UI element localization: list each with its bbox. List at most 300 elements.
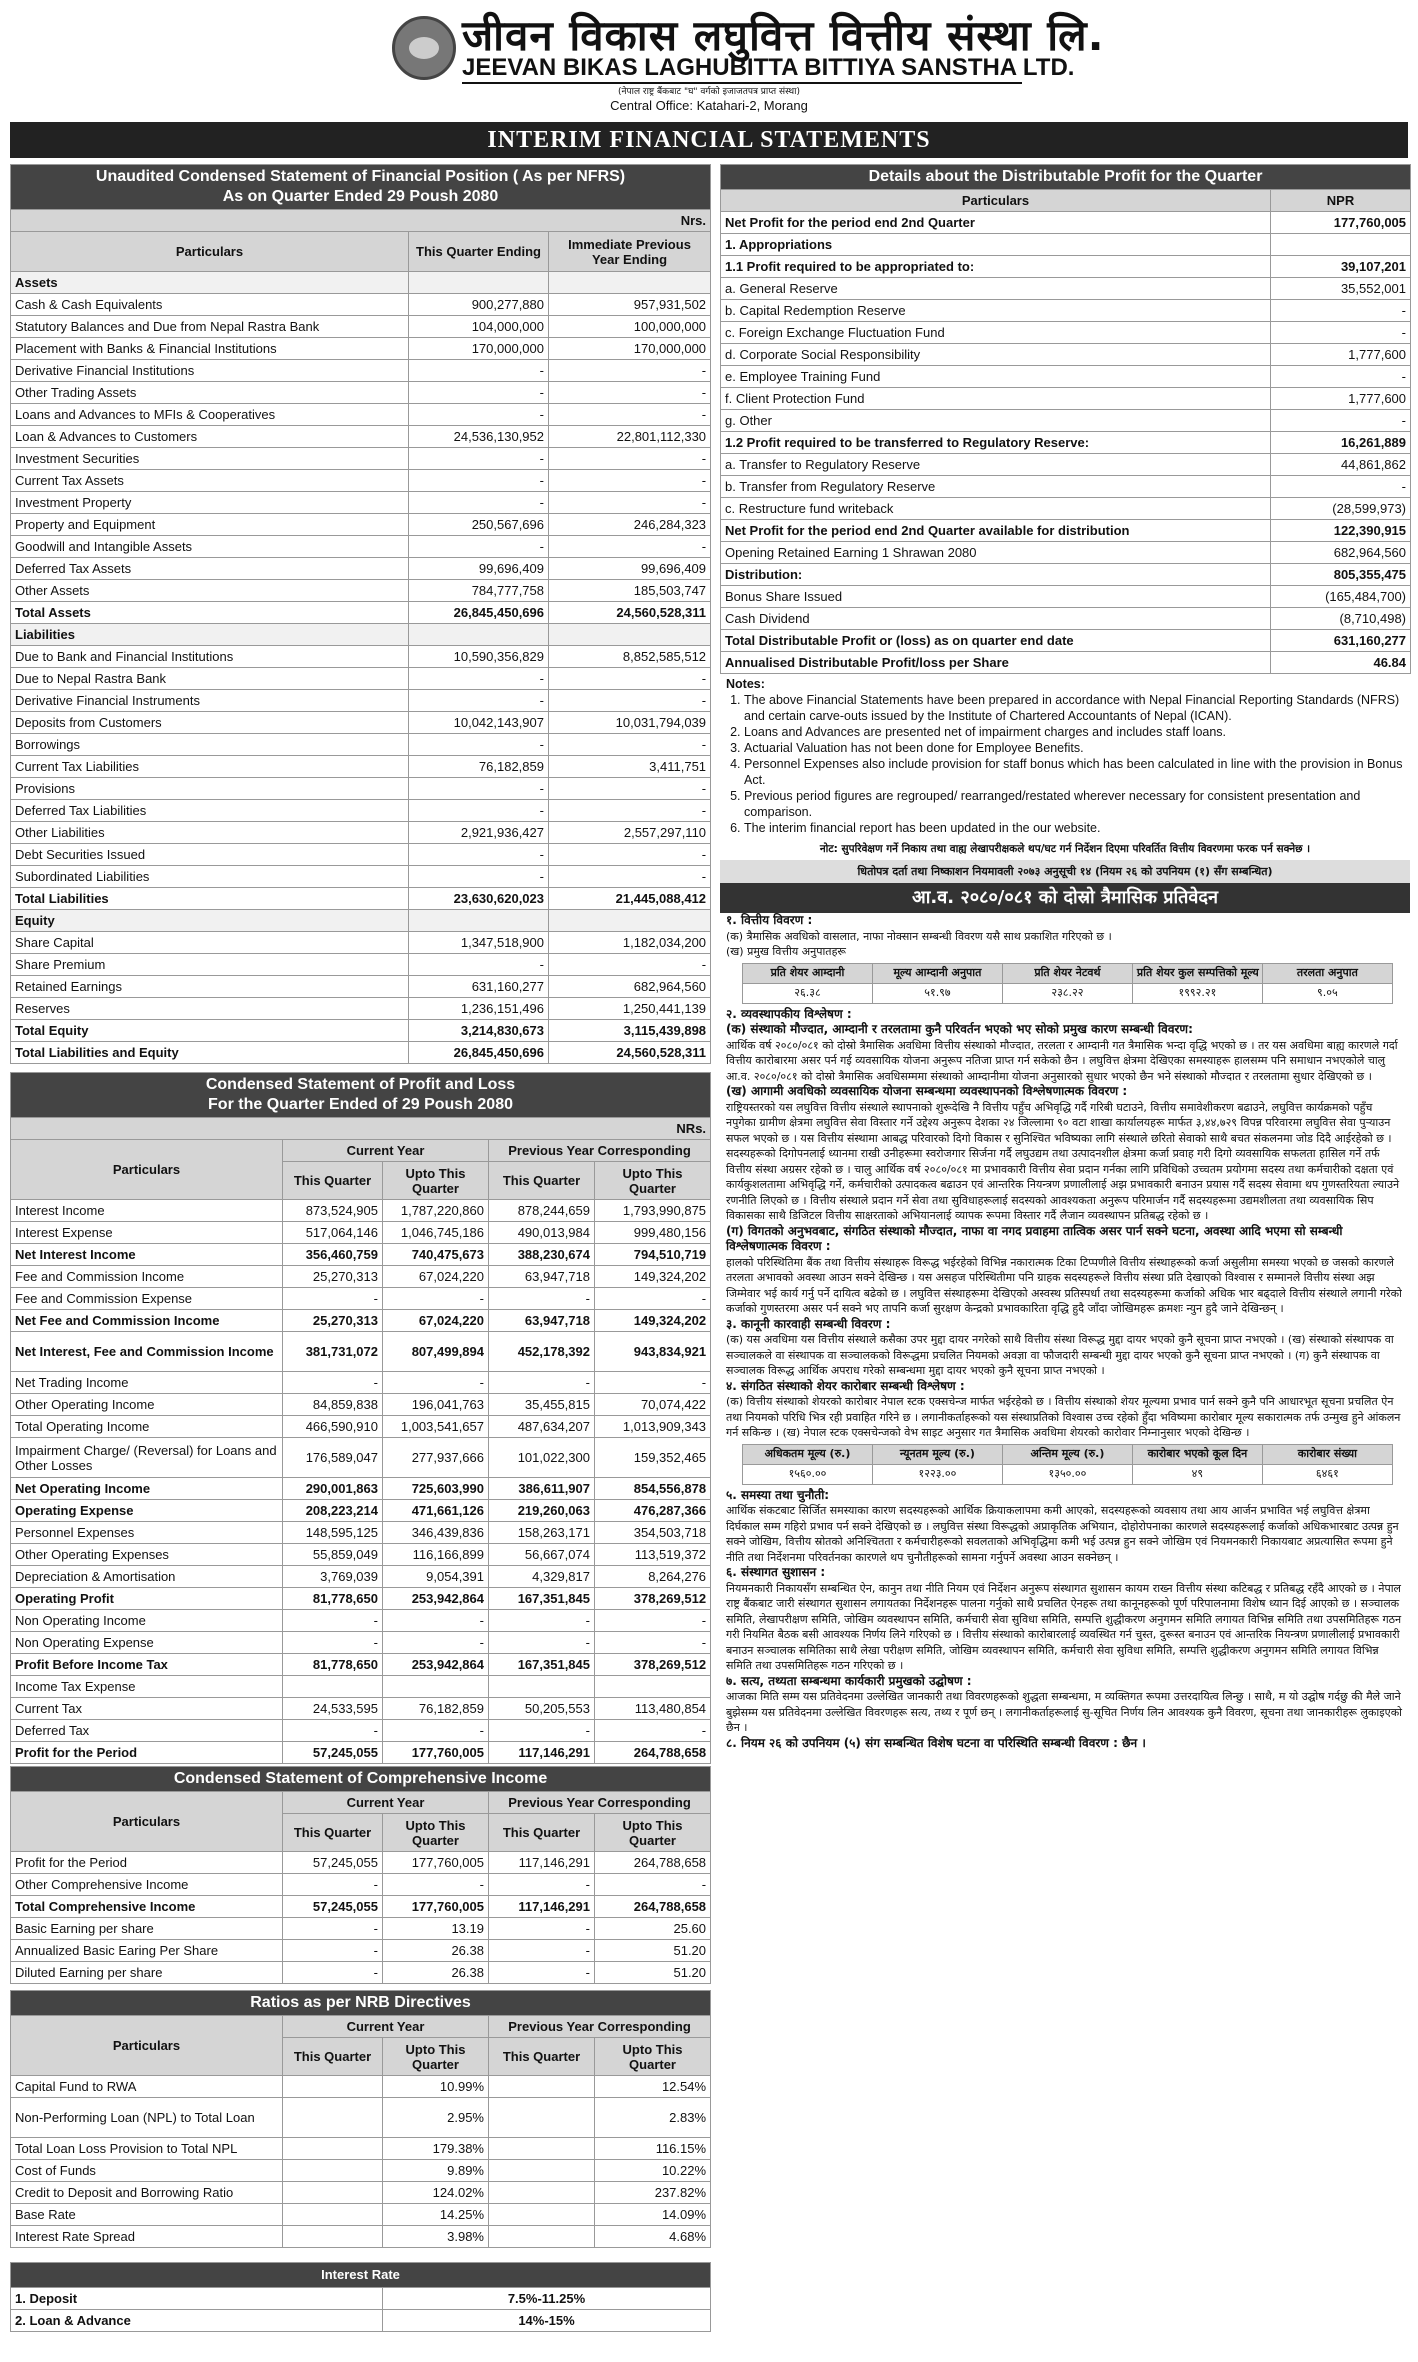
ci-title: Condensed Statement of Comprehensive Income (11, 1767, 711, 1792)
fp-label: Due to Nepal Rastra Bank (11, 668, 409, 690)
np-ratio_h-cell: प्रति शेयर आम्दानी (743, 963, 873, 983)
pl-label: Net Fee and Commission Income (11, 1310, 283, 1332)
fp-title-cell (11, 165, 711, 210)
note-item: 1. The above Financial Statements have been prepared in accordance with Nepal Financial Reporting Standards (NFRS) and certain carve-outs issued by the Institute of Chartered Accountants of Nepal (ICAN). (744, 692, 1404, 724)
ratio-value: 9.89% (383, 2160, 489, 2182)
ci-value: - (283, 1874, 383, 1896)
fp-row (11, 646, 711, 668)
dp-value: 1,777,600 (1271, 388, 1411, 410)
ci-value: - (489, 1940, 595, 1962)
note-item: 6. The interim financial report has been updated in the our website. (744, 820, 1404, 836)
dp-label: Bonus Share Issued (721, 586, 1271, 608)
pl-value: 290,001,863 (283, 1478, 383, 1500)
pl-value: 9,054,391 (383, 1566, 489, 1588)
fp-value (409, 272, 549, 294)
dp-header-particulars: Particulars (721, 190, 1271, 212)
ci-value: 264,788,658 (595, 1896, 711, 1918)
ci-row (11, 1962, 711, 1984)
pl-value: 3,769,039 (283, 1566, 383, 1588)
fp-row (11, 998, 711, 1020)
pl-row (11, 1698, 711, 1720)
np-share_v-cell: ४९ (1132, 1464, 1262, 1484)
fp-value (549, 624, 711, 646)
ratio-value: 2.83% (595, 2098, 711, 2138)
pl-value: - (383, 1632, 489, 1654)
pl-value: 943,834,921 (595, 1332, 711, 1372)
fp-value (409, 624, 549, 646)
dp-row (721, 366, 1411, 388)
pl-row (11, 1438, 711, 1478)
pl-value: 999,480,156 (595, 1222, 711, 1244)
pl-value: 490,013,984 (489, 1222, 595, 1244)
dp-label: c. Restructure fund writeback (721, 498, 1271, 520)
fp-label: Property and Equipment (11, 514, 409, 536)
np-s2: २. व्यवस्थापकीय विश्लेषण : (726, 1006, 852, 1021)
np-s6: ६. संस्थागत सुशासन : (726, 1565, 826, 1579)
np-s7: ७. सत्य, तथ्यता सम्बन्धमा कार्यकारी प्रमुखको उद्घोषण : (726, 1673, 972, 1688)
fp-value: 24,560,528,311 (549, 602, 711, 624)
dp-label: 1. Appropriations (721, 234, 1271, 256)
fp-label: Debt Securities Issued (11, 844, 409, 866)
dp-value: 46.84 (1271, 652, 1411, 674)
fp-label: Total Liabilities (11, 888, 409, 910)
pl-value: 55,859,049 (283, 1544, 383, 1566)
pl-value: 740,475,673 (383, 1244, 489, 1266)
np-s2a-text: आर्थिक वर्ष २०८०/०८१ को दोस्रो त्रैमासिक अवधिमा वित्तीय संस्थाको मौज्दात, तरलता र आम्दानी गत त्रैमासिक भन्दा वृद्धि भएको छ । तर यस अवधिमा बाह्य कारणले गर्दा वित्तीय कारोबारमा असर पर्न गई व्यवसायिक योजना अनुरूप नतिजा प्राप्त गर्न सकेको छैन । लघुवित्त क्षेत्रमा देखिएका समस्याहरू हालसम्म पनि समाधान नभएकोले चालु आ.व. २०८०/०८१ को दोस्रो त्रैमासिक अवधिसम्ममा संस्थाको आम्दानीमा योजना अनुसारको सुधार भएको छैन भने संस्थाको मौज्दात र तरलतामा सुधार देखिएको छ । (726, 1038, 1398, 1083)
fp-value: 900,277,880 (409, 294, 549, 316)
fp-header-particulars: Particulars (11, 232, 409, 272)
pl-row (11, 1676, 711, 1698)
ratio-value (283, 2160, 383, 2182)
pl-label: Net Trading Income (11, 1372, 283, 1394)
ratio-value: 14.25% (383, 2204, 489, 2226)
fp-value: 784,777,758 (409, 580, 549, 602)
ratio-value (283, 2138, 383, 2160)
note-item: 2. Loans and Advances are presented net of impairment charges and includes staff loans. (744, 724, 1404, 740)
np-ratio_h-cell: तरलता अनुपात (1262, 963, 1392, 983)
pl-value: 253,942,864 (383, 1654, 489, 1676)
ratio-value: 124.02% (383, 2182, 489, 2204)
ci-value: - (489, 1874, 595, 1896)
dp-value: (28,599,973) (1271, 498, 1411, 520)
fp-value: 99,696,409 (409, 558, 549, 580)
ratio-value: 12.54% (595, 2076, 711, 2098)
pl-row (11, 1566, 711, 1588)
pl-value: - (383, 1720, 489, 1742)
pl-value: 1,793,990,875 (595, 1200, 711, 1222)
pl-label: Personnel Expenses (11, 1522, 283, 1544)
fp-label: Current Tax Liabilities (11, 756, 409, 778)
ci-value: 25.60 (595, 1918, 711, 1940)
ratio-value (489, 2160, 595, 2182)
fp-label: Share Premium (11, 954, 409, 976)
np-share_v-cell: १२२३.०० (872, 1464, 1002, 1484)
np-note: नोट: सुपरिवेक्षण गर्ने निकाय तथा वाह्य लेखापरीक्षकले थप/घट गर्न निर्देशन दिएमा परिवर्तित वित्तीय विवरणमा फरक पर्न सक्नेछ । (720, 838, 1410, 860)
fp-value: - (549, 866, 711, 888)
fp-label: Reserves (11, 998, 409, 1020)
pl-value: 356,460,759 (283, 1244, 383, 1266)
fp-row (11, 734, 711, 756)
ratio-row (11, 2098, 711, 2138)
pl-value: 807,499,894 (383, 1332, 489, 1372)
pl-value: 219,260,063 (489, 1500, 595, 1522)
pl-row (11, 1610, 711, 1632)
pl-value: 57,245,055 (283, 1742, 383, 1764)
pl-value: 452,178,392 (489, 1332, 595, 1372)
pl-value: 116,166,899 (383, 1544, 489, 1566)
pl-subtitle: For the Quarter Ended of 29 Poush 2080 (208, 1096, 513, 1113)
pl-value: - (383, 1372, 489, 1394)
dp-row (721, 608, 1411, 630)
ratio-label: Base Rate (11, 2204, 283, 2226)
pl-value: 208,223,214 (283, 1500, 383, 1522)
pl-value: 25,270,313 (283, 1310, 383, 1332)
pl-value: 70,074,422 (595, 1394, 711, 1416)
pl-value: 76,182,859 (383, 1698, 489, 1720)
financial-position-table (10, 164, 711, 1064)
pl-value: 149,324,202 (595, 1310, 711, 1332)
dp-value: 35,552,001 (1271, 278, 1411, 300)
dp-row (721, 652, 1411, 674)
ci-value: - (383, 1874, 489, 1896)
dp-label: Annualised Distributable Profit/loss per Share (721, 652, 1271, 674)
pl-header-ut2: Upto This Quarter (595, 1162, 711, 1200)
pl-value (489, 1676, 595, 1698)
pl-value: 113,480,854 (595, 1698, 711, 1720)
pl-value: - (489, 1372, 595, 1394)
fp-label: Loan & Advances to Customers (11, 426, 409, 448)
fp-value: - (409, 536, 549, 558)
ci-label: Total Comprehensive Income (11, 1896, 283, 1918)
ci-row (11, 1896, 711, 1918)
fp-value: 1,250,441,139 (549, 998, 711, 1020)
ratios-header-ut1: Upto This Quarter (383, 2038, 489, 2076)
fp-label: Due to Bank and Financial Institutions (11, 646, 409, 668)
company-logo (392, 16, 456, 80)
ci-header-tq1: This Quarter (283, 1814, 383, 1852)
ratio-value (489, 2182, 595, 2204)
ratio-value: 10.22% (595, 2160, 711, 2182)
fp-row (11, 712, 711, 734)
pl-value: 158,263,171 (489, 1522, 595, 1544)
fp-value: 23,630,620,023 (409, 888, 549, 910)
pl-value: 4,329,817 (489, 1566, 595, 1588)
dp-label: b. Transfer from Regulatory Reserve (721, 476, 1271, 498)
np-s2a: (क) संस्थाको मौज्दात, आम्दानी र तरलतामा कुनै परिवर्तन भएको भए सोको प्रमुख कारण सम्बन्धी विवरण: (726, 1022, 1193, 1036)
notes-list (726, 692, 1404, 836)
dp-row (721, 256, 1411, 278)
fp-row (11, 888, 711, 910)
dp-label: 1.2 Profit required to be transferred to Regulatory Reserve: (721, 432, 1271, 454)
pl-label: Profit for the Period (11, 1742, 283, 1764)
pl-unit: NRs. (11, 1118, 711, 1140)
ci-value: - (489, 1962, 595, 1984)
fp-label: Investment Securities (11, 448, 409, 470)
fp-value: 250,567,696 (409, 514, 549, 536)
pl-row (11, 1394, 711, 1416)
pl-value: 63,947,718 (489, 1310, 595, 1332)
np-ratio-table (742, 963, 1393, 1004)
ratio-label: Non-Performing Loan (NPL) to Total Loan (11, 2098, 283, 2138)
dp-row (721, 388, 1411, 410)
fp-label: Derivative Financial Institutions (11, 360, 409, 382)
interest-value: 7.5%-11.25% (383, 2288, 711, 2310)
ci-label: Basic Earning per share (11, 1918, 283, 1940)
ratio-value (283, 2226, 383, 2248)
dp-row (721, 454, 1411, 476)
pl-value: 854,556,878 (595, 1478, 711, 1500)
pl-value: 253,942,864 (383, 1588, 489, 1610)
fp-value (549, 910, 711, 932)
fp-value: 3,115,439,898 (549, 1020, 711, 1042)
ratios-header-tq2: This Quarter (489, 2038, 595, 2076)
fp-row (11, 272, 711, 294)
pl-value: 84,859,838 (283, 1394, 383, 1416)
np-s1a: (क) त्रैमासिक अवधिको वासलात, नाफा नोक्सान सम्बन्धी विवरण यसै साथ प्रकाशित गरिएको छ । (726, 929, 1112, 943)
fp-value: - (409, 690, 549, 712)
pl-value: 1,003,541,657 (383, 1416, 489, 1438)
license-note: (नेपाल राष्ट्र बैंकबाट "घ" वर्गको इजाजतपत्र प्राप्त संस्था) (618, 87, 800, 97)
pl-row (11, 1742, 711, 1764)
pl-value: - (595, 1610, 711, 1632)
ci-label: Diluted Earning per share (11, 1962, 283, 1984)
fp-title: Unaudited Condensed Statement of Financial Position ( As per NFRS) (95, 168, 626, 185)
fp-row (11, 624, 711, 646)
pl-row (11, 1416, 711, 1438)
ratio-value: 237.82% (595, 2182, 711, 2204)
fp-row (11, 976, 711, 998)
pl-value: - (595, 1288, 711, 1310)
pl-label: Other Operating Expenses (11, 1544, 283, 1566)
pl-row (11, 1632, 711, 1654)
dp-row (721, 520, 1411, 542)
fp-row (11, 294, 711, 316)
pl-value: 794,510,719 (595, 1244, 711, 1266)
pl-value (283, 1676, 383, 1698)
dp-label: d. Corporate Social Responsibility (721, 344, 1271, 366)
pl-value: 24,533,595 (283, 1698, 383, 1720)
dp-label: Cash Dividend (721, 608, 1271, 630)
interest-value: 14%-15% (383, 2310, 711, 2332)
fp-label: Total Liabilities and Equity (11, 1042, 409, 1064)
dp-value: - (1271, 410, 1411, 432)
ratio-value: 179.38% (383, 2138, 489, 2160)
pl-value: 113,519,372 (595, 1544, 711, 1566)
fp-value: - (549, 800, 711, 822)
ratio-value: 2.95% (383, 2098, 489, 2138)
fp-row (11, 470, 711, 492)
pl-row (11, 1522, 711, 1544)
pl-value: - (383, 1610, 489, 1632)
pl-value: - (283, 1288, 383, 1310)
fp-label: Deferred Tax Liabilities (11, 800, 409, 822)
pl-value: 167,351,845 (489, 1654, 595, 1676)
pl-value: 35,455,815 (489, 1394, 595, 1416)
pl-label: Interest Expense (11, 1222, 283, 1244)
dp-label: Opening Retained Earning 1 Shrawan 2080 (721, 542, 1271, 564)
fp-value (549, 272, 711, 294)
fp-row (11, 932, 711, 954)
ci-value: 51.20 (595, 1940, 711, 1962)
fp-row (11, 514, 711, 536)
ratio-row (11, 2204, 711, 2226)
fp-value: - (549, 690, 711, 712)
ci-value: - (283, 1918, 383, 1940)
np-share_v-cell: १५६०.०० (743, 1464, 873, 1484)
fp-row (11, 800, 711, 822)
fp-value: - (409, 734, 549, 756)
np-share-table (742, 1444, 1393, 1485)
interest-label: 1. Deposit (11, 2288, 383, 2310)
np-s2b: (ख) आगामी अवधिको व्यवसायिक योजना सम्बन्धमा व्यवस्थापनको विश्लेषणात्मक विवरण : (726, 1084, 1128, 1098)
pl-label: Operating Expense (11, 1500, 283, 1522)
pl-header-tq2: This Quarter (489, 1162, 595, 1200)
ci-row (11, 1852, 711, 1874)
dp-row (721, 630, 1411, 652)
pl-row (11, 1244, 711, 1266)
pl-header-tq1: This Quarter (283, 1162, 383, 1200)
np-share_h-cell: न्यूनतम मूल्य (रु.) (872, 1444, 1002, 1464)
fp-value: 185,503,747 (549, 580, 711, 602)
ratios-header-current-year: Current Year (283, 2016, 489, 2038)
ci-value: 26.38 (383, 1940, 489, 1962)
pl-row (11, 1654, 711, 1676)
dp-value: 177,760,005 (1271, 212, 1411, 234)
pl-value: 517,064,146 (283, 1222, 383, 1244)
note-item: 5. Previous period figures are regrouped/ rearranged/restated wherever necessary for consistent presentation and comparison. (744, 788, 1404, 820)
interest-row (11, 2288, 711, 2310)
np-s2c: (ग) विगतको अनुभवबाट, संगठित संस्थाको मौज्दात, नाफा वा नगद प्रवाहमा तात्विक असर पार्न सक्ने घटना, अवस्था आदि भएमा सो सम्बन्धी विश्लेषणात्मक विवरण : (726, 1223, 1343, 1253)
fp-label: Derivative Financial Instruments (11, 690, 409, 712)
ratio-row (11, 2182, 711, 2204)
ratio-label: Cost of Funds (11, 2160, 283, 2182)
dp-value: (8,710,498) (1271, 608, 1411, 630)
fp-value: 3,214,830,673 (409, 1020, 549, 1042)
pl-value: 346,439,836 (383, 1522, 489, 1544)
np-s2b-text: राष्ट्रियस्तरको यस लघुवित्त वित्तीय संस्थाले स्थापनाको शुरूदेखि नै वित्तीय पहुँच अभिवृद्धि गर्दै गरिबी घटाउने, वित्तीय समावेशीकरण बढाउने, लघुवित्त कार्यक्रमको पहुँच नपुगेका ग्रामीण क्षेत्रमा लघुवित्त सेवा विस्तार गर्ने उद्देश्य अनुरूप देशका २४ जिल्लामा ९० वटा शाखा कार्यालयहरू मार्फत ३,४४,७२९ विपन्न परिवारमा लघुवित्त सेवा पुर्‍याउन सफल भएको छ । यस वित्तीय संस्थामा आबद्ध परिवारको दिगो विकास र सुनिश्चित भविष्यका लागि संस्थाले छरितो सेवाको साथै बचत संकलनमा जोड दिदै आईरहेको छ । सदस्यहरूको दिगोपनलाई ध्यानमा राखी उनीहरूमा स्वरोजगार सिर्जना गर्दै लघुउद्यम तथा उत्पादनशील क्षेत्रमा कर्जा प्रवाह गरी दिगो व्यवसायिक सफलता हासिल गर्ने तर्फ वित्तीय संस्था अग्रसर रहेको छ । चालु आर्थिक वर्ष २०८०/०८१ मा प्रभावकारी वित्तीय सेवा प्रदान गर्नका लागि प्रविधिको उच्चतम प्रयोगमा सदस्य तथा कर्मचारीको दक्षता एवं कार्यकुशलतामा अभिवृद्धि गर्ने, कर्मचारीको उत्पादकत्व बढाउन एवं आन्तरिक नियन्त्रण प्रणालीलाई अझ प्रभावकारी बनाउन प्रयास गर्दै सदस्य सेवामा थप गुणस्तरियता ल्याउने रणनीति लिएको छ । वित्तीय संस्थाले प्रदान गर्ने सेवा तथा सुविधाहरूलाई सदस्यको आवश्यकता अनुरूप परिमार्जन गर्दै सदस्यहरूमा उद्यमशीलता तथा व्यवसायिक सिप विकासका साथै डिजिटल वित्तीय साक्षरताको अभियानलाई व्यापक रूपमा विस्तार गर्दै लैजान व्यवस्थापन प्रतिबद्ध रहेको छ । (726, 1100, 1400, 1222)
pl-value: 81,778,650 (283, 1654, 383, 1676)
distributable-profit-table (720, 164, 1411, 674)
fp-label: Statutory Balances and Due from Nepal Rastra Bank (11, 316, 409, 338)
ci-row (11, 1874, 711, 1896)
np-s4-text: (क) वित्तीय संस्थाको शेयरको कारोबार नेपाल स्टक एक्सचेन्ज मार्फत भईरहेको छ । वित्तीय संस्थाको शेयर मूल्यमा प्रभाव पार्न सक्ने कुनै पनि आधारभूत सूचना प्रचलित ऐन तथा नियमको परिधि भित्र रही प्रवाहित गरिने छ । लगानीकर्ताहरूको यस संस्थाप्रतिको विश्वास उच्च रहेको हुँदा भविष्यमा कारोबार मूल्य सकारात्मक तर्फ उन्मुख हुने आंकलन गर्न सकिन्छ । (ख) नेपाल स्टक एक्सचेन्जको वेभ साइट अनुसार गत त्रैमासिक अवधिमा शेयरको कारोवार निम्नानुसार भएको देखिन्छ । (726, 1395, 1401, 1439)
pl-label: Net Interest Income (11, 1244, 283, 1266)
fp-row (11, 668, 711, 690)
np-ratio_h-cell: प्रति शेयर कुल सम्पत्तिको मूल्य (1132, 963, 1262, 983)
ratios-header-previous-year: Previous Year Corresponding (489, 2016, 711, 2038)
page-header (0, 0, 1418, 118)
fp-row (11, 426, 711, 448)
fp-value: - (549, 448, 711, 470)
fp-value: 1,236,151,496 (409, 998, 549, 1020)
fp-row (11, 1020, 711, 1042)
fp-value: 3,411,751 (549, 756, 711, 778)
pl-label: Net Interest, Fee and Commission Income (11, 1332, 283, 1372)
fp-value: - (549, 734, 711, 756)
ci-header-ut1: Upto This Quarter (383, 1814, 489, 1852)
pl-value (595, 1676, 711, 1698)
fp-value: 170,000,000 (409, 338, 549, 360)
dp-value: 122,390,915 (1271, 520, 1411, 542)
np-ratio_h-cell: मूल्य आम्दानी अनुपात (872, 963, 1002, 983)
pl-header-previous-year: Previous Year Corresponding (489, 1140, 711, 1162)
notes-title: Notes: (726, 677, 765, 691)
pl-value: 67,024,220 (383, 1310, 489, 1332)
dp-row (721, 432, 1411, 454)
np-s2c-text: हालको परिस्थितिमा बैंक तथा वित्तीय संस्थाहरू विरूद्ध भईरहेको विभिन्न नकारात्मक टिका टिप्पणीले वित्तीय संस्थाहरूको कर्जा असुलीमा समस्या भएको छ जसको कारणले तरलता अभावको अवस्था आउन सक्ने देखिन्छ । यस असहज परिस्थितीमा पनि ग्राहक सदस्यहरूले वित्तीय संस्था प्रति देखाएको विश्वास र सम्मानले वित्तीय संस्था अझ जिम्मेवार भई कार्य गर्नु पर्ने दायित्व बढेको छ । लघुवित्त संस्थाहरूमा देखिएको अस्वस्थ प्रतिस्पर्धा तथा सदस्यहरूमा कर्जाको अधिक भार बढ्दाले वित्तीय संस्थाले लगानी गरेको कर्जाको गुणस्तरमा असर पर्न सक्ने भए तापनि कर्जा सुरक्षण केन्द्रको प्रभावकारिता वृद्धि हुदै जाँदा जोखिमहरू क्रमशः न्युन हुदै जाने देखिन्छन् । (726, 1255, 1402, 1315)
ratio-value: 4.68% (595, 2226, 711, 2248)
fp-unit: Nrs. (11, 210, 711, 232)
fp-label: Loans and Advances to MFIs & Cooperatives (11, 404, 409, 426)
fp-label: Liabilities (11, 624, 409, 646)
fp-value: 24,560,528,311 (549, 1042, 711, 1064)
pl-value: - (283, 1610, 383, 1632)
interest-title: Interest Rate (11, 2263, 711, 2288)
pl-value: - (595, 1372, 711, 1394)
ratios-title: Ratios as per NRB Directives (11, 1991, 711, 2016)
pl-row (11, 1222, 711, 1244)
left-column (10, 164, 710, 2332)
note-item: 3. Actuarial Valuation has not been done for Employee Benefits. (744, 740, 1404, 756)
dp-value: 805,355,475 (1271, 564, 1411, 586)
note-item: 4. Personnel Expenses also include provision for staff bonus which has been calculated in line with the provision in Bonus Act. (744, 756, 1404, 788)
fp-value: - (409, 668, 549, 690)
pl-label: Impairment Charge/ (Reversal) for Loans and Other Losses (11, 1438, 283, 1478)
pl-value: - (595, 1632, 711, 1654)
dp-value: - (1271, 300, 1411, 322)
fp-value: - (409, 492, 549, 514)
fp-label: Equity (11, 910, 409, 932)
pl-value: 176,589,047 (283, 1438, 383, 1478)
pl-row (11, 1588, 711, 1610)
pl-label: Depreciation & Amortisation (11, 1566, 283, 1588)
pl-value: 63,947,718 (489, 1266, 595, 1288)
fp-label: Other Assets (11, 580, 409, 602)
pl-value: 117,146,291 (489, 1742, 595, 1764)
ratio-value (283, 2182, 383, 2204)
pl-label: Total Operating Income (11, 1416, 283, 1438)
fp-value: - (409, 866, 549, 888)
pl-value: 487,634,207 (489, 1416, 595, 1438)
fp-value: - (549, 382, 711, 404)
fp-value: - (549, 404, 711, 426)
ratio-label: Credit to Deposit and Borrowing Ratio (11, 2182, 283, 2204)
fp-value: - (549, 536, 711, 558)
pl-title-cell (11, 1073, 711, 1118)
fp-row (11, 844, 711, 866)
pl-row (11, 1310, 711, 1332)
pl-label: Non Operating Income (11, 1610, 283, 1632)
pl-value: 149,324,202 (595, 1266, 711, 1288)
pl-value: 378,269,512 (595, 1588, 711, 1610)
ci-row (11, 1918, 711, 1940)
dp-row (721, 476, 1411, 498)
fp-label: Other Liabilities (11, 822, 409, 844)
dp-row (721, 344, 1411, 366)
fp-value: 26,845,450,696 (409, 602, 549, 624)
fp-value: - (549, 778, 711, 800)
pl-row (11, 1288, 711, 1310)
ci-value: 57,245,055 (283, 1896, 383, 1918)
np-s6-text: नियमनकारी निकायसँग सम्बन्धित ऐन, कानुन तथा नीति नियम एवं निर्देशन अनुरूप संस्थागत सुशासन कायम राख्न वित्तीय संस्था कटिबद्ध र प्रतिबद्ध रहँदै आएको छ । नेपाल राष्ट्र बैंकबाट जारी संस्थागत सुशासन लगायतका निर्देशनहरू पालना गर्नुको साथै प्रचलित ऐनहरू तथा कानूनहरूको पूर्ण परिपालनामा विशेष ध्यान दिई आएको छ । सञ्चालक समिति, लेखापरीक्षण समिति, जोखिम व्यवस्थापन समिति, कर्मचारी सेवा सुविधा समिति, सम्पत्ति शुद्धीकरण अनुगमन समिति लगायत विभिन्न समिति तथा उपसमितिहरू गठन गरी नियमित बैठक बसी आवश्यक निर्णय लिने गरिएको छ । वित्तीय संस्थाको कारोबारलाई व्यवस्थित गर्न चुस्त, दुरूस्त बनाउन एवं आन्तरिक नियन्त्रण प्रणालीलाई प्रभावकारी बनाउन सञ्चालक समितिका साथै लेखा परीक्षण समिति, जोखिम व्यवस्थापन समिति, कर्मचारी सेवा सुविधा समिति, सम्पत्ति शुद्धीकरण अनुगमन समिति लगायत विभिन्न समिति तथा उपसमितिहरू गठन गरिएको छ । (726, 1581, 1402, 1672)
np-ratio_v-cell: ९.०५ (1262, 983, 1392, 1003)
fp-value: 10,031,794,039 (549, 712, 711, 734)
ratio-value (489, 2204, 595, 2226)
fp-value: 99,696,409 (549, 558, 711, 580)
dp-row (721, 586, 1411, 608)
ratio-value: 10.99% (383, 2076, 489, 2098)
dp-value: 1,777,600 (1271, 344, 1411, 366)
